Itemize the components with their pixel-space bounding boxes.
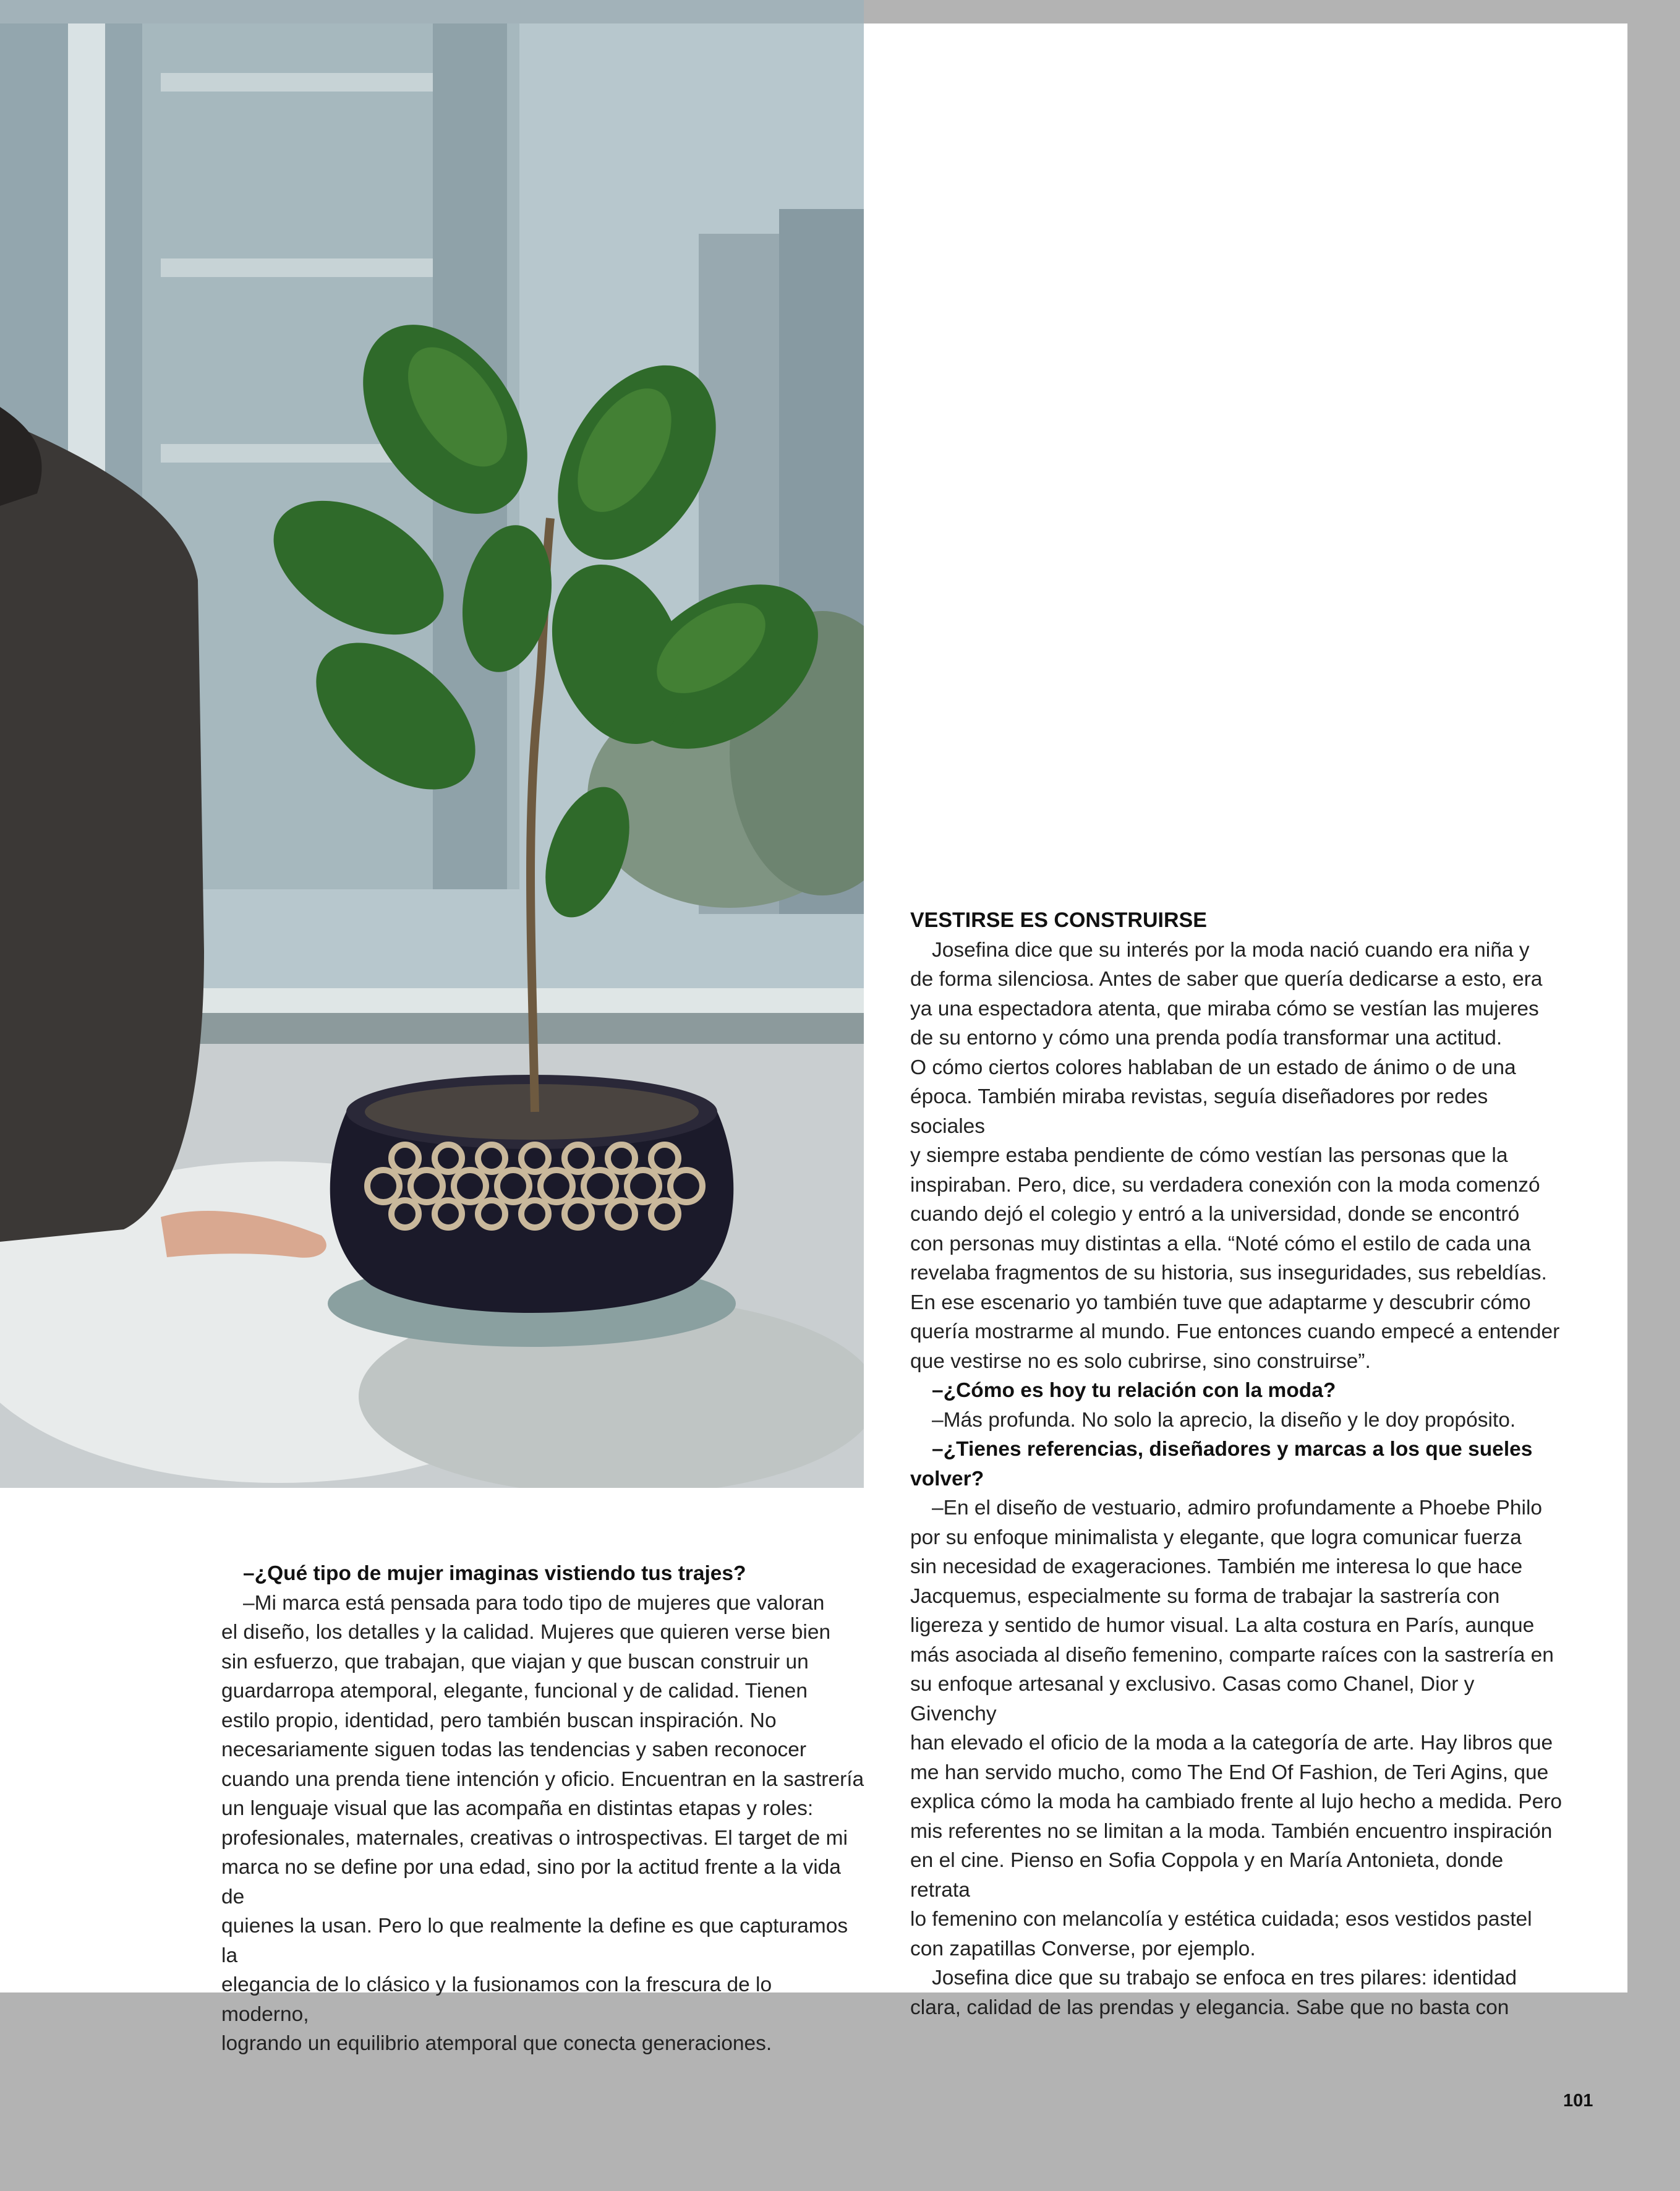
body-line: clara, calidad de las prendas y elegancia. Sabe que no basta con [910, 1996, 1509, 2019]
question-references: –¿Tienes referencias, diseñadores y marcas a los que sueles [932, 1438, 1533, 1461]
answer-line: mis referentes no se limitan a la moda. También encuentro inspiración [910, 1819, 1553, 1843]
body-line: quería mostrarme al mundo. Fue entonces cuando empecé a entender [910, 1320, 1560, 1343]
answer-line: me han servido mucho, como The End Of Fashion, de Teri Agins, que [910, 1761, 1549, 1784]
body-line: inspiraban. Pero, dice, su verdadera conexión con la moda comenzó [910, 1173, 1540, 1197]
answer-line: profesionales, maternales, creativas o introspectivas. El target de mi [221, 1826, 848, 1850]
answer-relationship: –Más profunda. No solo la aprecio, la diseño y le doy propósito. [932, 1408, 1516, 1432]
answer-line: en el cine. Pienso en Sofia Coppola y en María Antonieta, donde retrata [910, 1849, 1504, 1902]
answer-line: lo femenino con melancolía y estética cuidada; esos vestidos pastel [910, 1908, 1532, 1931]
body-line: Josefina dice que su interés por la moda nació cuando era niña y [932, 938, 1530, 962]
answer-line: –En el diseño de vestuario, admiro profundamente a Phoebe Philo [932, 1497, 1543, 1519]
body-line: de su entorno y cómo una prenda podía transformar una actitud. [910, 1027, 1503, 1049]
answer-line: guardarropa atemporal, elegante, funcional y de calidad. Tienen [221, 1680, 808, 1702]
answer-line: más asociada al diseño femenino, comparte raíces con la sastrería en [910, 1643, 1554, 1667]
body-line: y siempre estaba pendiente de cómo vestían las personas que la [910, 1144, 1508, 1167]
question-relationship: –¿Cómo es hoy tu relación con la moda? [932, 1379, 1336, 1402]
body-line: revelaba fragmentos de su historia, sus inseguridades, sus rebeldías. [910, 1262, 1547, 1284]
body-line: O cómo ciertos colores hablaban de un estado de ánimo o de una [910, 1056, 1516, 1079]
body-line: época. También miraba revistas, seguía diseñadores por redes sociales [910, 1085, 1488, 1138]
body-line: de forma silenciosa. Antes de saber que quería dedicarse a esto, era [910, 968, 1543, 991]
body-line: que vestirse no es solo cubrirse, sino construirse”. [910, 1349, 1371, 1373]
answer-line: ligereza y sentido de humor visual. La alta costura en París, aunque [910, 1614, 1535, 1637]
magazine-page [0, 23, 1627, 2055]
body-line: cuando dejó el colegio y entró a la universidad, donde se encontró [910, 1203, 1520, 1226]
answer-line: estilo propio, identidad, pero también buscan inspiración. No [221, 1709, 777, 1732]
plant-photo-illustration [0, 23, 864, 1488]
right-column [910, 906, 1563, 2022]
answer-line: un lenguaje visual que las acompaña en distintas etapas y roles: [221, 1797, 814, 1820]
answer-line: necesariamente siguen todas las tendencias y saben reconocer [221, 1738, 807, 1761]
answer-line: marca no se define por una edad, sino por la actitud frente a la vida de [221, 1856, 841, 1908]
answer-line: cuando una prenda tiene intención y oficio. Encuentran en la sastrería [221, 1767, 864, 1791]
left-column [221, 1559, 864, 2059]
answer-line: Jacquemus, especialmente su forma de trabajar la sastrería con [910, 1584, 1500, 1608]
answer-line: sin esfuerzo, que trabajan, que viajan y que buscan construir un [221, 1650, 809, 1673]
photo-top-strip [0, 0, 864, 23]
answer-line: quienes la usan. Pero lo que realmente la define es que capturamos la [221, 1915, 848, 1967]
answer-line: con zapatillas Converse, por ejemplo. [910, 1937, 1256, 1960]
body-line: con personas muy distintas a ella. “Noté cómo el estilo de cada una [910, 1232, 1531, 1255]
answer-line: su enfoque artesanal y exclusivo. Casas como Chanel, Dior y Givenchy [910, 1673, 1475, 1725]
plant-photo [0, 23, 864, 1488]
section-heading: VESTIRSE ES CONSTRUIRSE [910, 908, 1207, 932]
answer-line: elegancia de lo clásico y la fusionamos con la frescura de lo moderno, [221, 1973, 772, 2026]
answer-line: logrando un equilibrio atemporal que conecta generaciones. [221, 2032, 772, 2055]
answer-line: el diseño, los detalles y la calidad. Mujeres que quieren verse bien [221, 1621, 831, 1644]
question-references-cont: volver? [910, 1467, 984, 1490]
body-line: En ese escenario yo también tuve que adaptarme y descubrir cómo [910, 1291, 1531, 1314]
answer-line: sin necesidad de exageraciones. También me interesa lo que hace [910, 1555, 1523, 1578]
question-women: –¿Qué tipo de mujer imaginas vistiendo tus trajes? [243, 1562, 746, 1585]
body-line: Josefina dice que su trabajo se enfoca en tres pilares: identidad [932, 1967, 1517, 1989]
answer-line: han elevado el oficio de la moda a la categoría de arte. Hay libros que [910, 1732, 1553, 1754]
answer-line: por su enfoque minimalista y elegante, que logra comunicar fuerza [910, 1526, 1522, 1549]
answer-line: –Mi marca está pensada para todo tipo de mujeres que valoran [243, 1591, 825, 1615]
answer-line: explica cómo la moda ha cambiado frente al lujo hecho a medida. Pero [910, 1790, 1563, 1813]
page-number: 101 [1563, 2091, 1593, 2111]
body-line: ya una espectadora atenta, que miraba cómo se vestían las mujeres [910, 997, 1539, 1020]
